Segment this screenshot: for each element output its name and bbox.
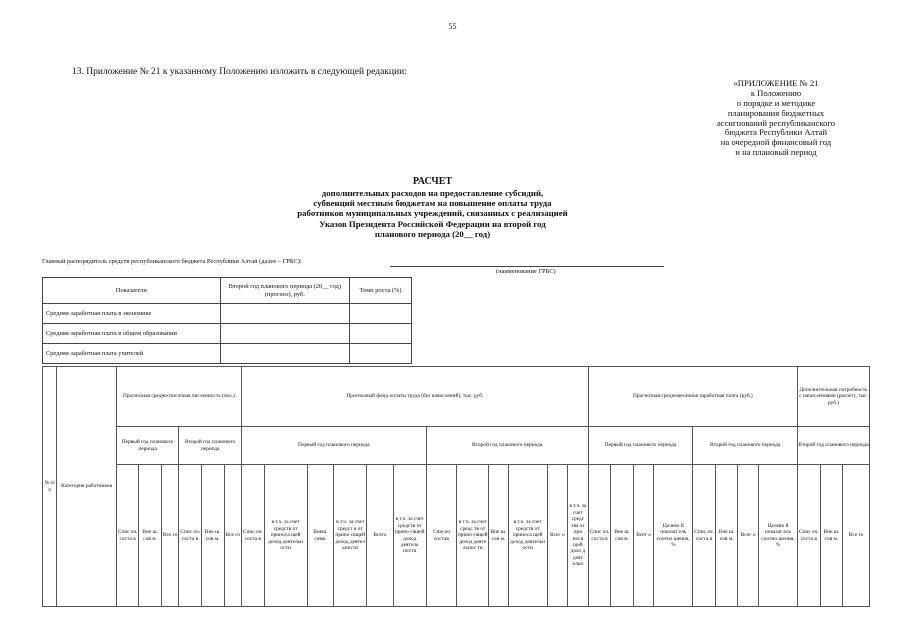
title-line: субвенций местным бюджетам на повышение оплаты труда xyxy=(313,197,552,208)
indicator-label: Средняя заработная плата в общем образовании xyxy=(43,324,221,344)
grbs-note: (наименование ГРБС) xyxy=(496,268,556,275)
leaf-header: в т.ч. за счет средств от приноса щей доход деятельн ости xyxy=(508,465,547,607)
staff-year2-header: Второй год планового периода xyxy=(179,427,242,465)
title-line: РАСЧЕТ xyxy=(412,176,453,187)
leaf-header: Спис оч. соста в xyxy=(242,465,265,607)
need-group-header: Дополнительная потребность с начислениями (расчет), тыс. руб.) xyxy=(798,367,870,427)
table-row xyxy=(43,304,412,324)
leaf-header: Вне ш. сов м. xyxy=(139,465,162,607)
title-line: дополнительных расходов на предоставление субсидий, xyxy=(321,187,544,198)
leaf-header: Спис оч. соста в xyxy=(179,465,202,607)
fund-year1-header: Первый год планового периода xyxy=(242,427,427,465)
indicators-header: Показатели xyxy=(43,278,221,304)
leaf-header: Целево й показат ель соотно шения, % xyxy=(654,465,693,607)
title-line: Указов Президента Российской Федерации на второй год xyxy=(319,218,546,229)
appendix-line: на очередной финансовый год xyxy=(720,137,832,148)
indicator-label: Средняя заработная плата в экономике xyxy=(43,304,221,324)
staff-year1-header: Первый год планового периода xyxy=(116,427,179,465)
leaf-header: в т.ч. за счет средств от приноса щей доход деятельн ости xyxy=(264,465,307,607)
value-cell[interactable] xyxy=(220,324,350,344)
col-category-header: Категория работников xyxy=(57,367,116,607)
leaf-header: Всег о xyxy=(738,465,759,607)
grbs-input-line[interactable] xyxy=(390,266,664,267)
leaf-header: Вне ш. сов м. xyxy=(715,465,738,607)
intro-paragraph: 13. Приложение № 21 к указанному Положению изложить в следующей редакции: xyxy=(72,67,407,77)
leaf-header: Всег о xyxy=(547,465,568,607)
col-number-header: № п/п xyxy=(43,367,57,607)
appendix-line: ассигнований республиканского xyxy=(716,117,836,128)
value-cell[interactable] xyxy=(350,344,412,364)
indicators-table xyxy=(42,277,412,364)
value-cell[interactable] xyxy=(220,304,350,324)
salary-year1-header: Первый год планового периода xyxy=(588,427,693,465)
avg-salary-group-header: Прогнозная среднемесячная заработная плата (руб.) xyxy=(588,367,797,427)
document-title xyxy=(250,176,615,239)
appendix-line: «ПРИЛОЖЕНИЕ № 21 xyxy=(733,78,819,88)
table-row xyxy=(43,344,412,364)
leaf-header: Спис оч. соста в xyxy=(116,465,139,607)
growth-rate-header: Темп роста (%) xyxy=(350,278,412,304)
value-cell[interactable] xyxy=(350,324,412,344)
value-cell[interactable] xyxy=(350,304,412,324)
leaf-header: Вне ш. сов м. xyxy=(611,465,634,607)
table-row xyxy=(43,324,412,344)
leaf-header: Вне ш. сов м. xyxy=(489,465,508,607)
appendix-line: бюджета Республики Алтай xyxy=(724,127,828,138)
appendix-line: к Положению xyxy=(750,87,802,98)
grbs-label: Главный распорядитель средств республиканского бюджета Республики Алтай (далее – ГРБС): xyxy=(42,258,302,265)
appendix-heading xyxy=(688,79,864,158)
appendix-line: и на плановый период xyxy=(735,147,817,158)
indicator-label: Средняя заработная плата учителей xyxy=(43,344,221,364)
salary-year2-header: Второй год планового периода xyxy=(693,427,798,465)
title-line: планового периода (20__ год) xyxy=(374,228,491,239)
leaf-header: Все го xyxy=(161,465,178,607)
leaf-header: Все го xyxy=(843,465,870,607)
leaf-header: Внеш. совм. xyxy=(307,465,334,607)
leaf-header: Спис оч. соста в xyxy=(798,465,821,607)
title-line: работников муниципальных учреждений, связанных с реализацией xyxy=(297,208,568,219)
page-number: 55 xyxy=(448,22,457,31)
leaf-header: в т.ч. за счет средств от прино сящей доход деятель ности xyxy=(393,465,426,607)
leaf-header: Целево й показат ель соотно шения, % xyxy=(758,465,797,607)
leaf-header: в т.ч. за счет средс тва от при нося щей дохо д деят ельн xyxy=(568,465,589,607)
leaf-header: Всег о xyxy=(633,465,654,607)
leaf-header: Всего xyxy=(367,465,394,607)
leaf-header: Вне ш. сов м. xyxy=(820,465,843,607)
value-cell[interactable] xyxy=(220,344,350,364)
appendix-line: о порядке и методике xyxy=(736,97,816,108)
leaf-header: в т.ч. за счет средст в от прино сящей доход деятел ьности xyxy=(334,465,367,607)
staff-group-header: Прогнозная среднесписочная численность (чел.) xyxy=(116,367,241,427)
leaf-header: Спис оч. соста в xyxy=(693,465,716,607)
leaf-header: Вне ш. сов м. xyxy=(201,465,224,607)
fund-year2-header: Второй год планового периода xyxy=(426,427,588,465)
leaf-header: Спис оч. соста в xyxy=(588,465,611,607)
leaf-header: в т.ч. за счет средс тв от прино сящей доход деяте льнос ти xyxy=(457,465,489,607)
leaf-header: Все го xyxy=(224,465,242,607)
appendix-line: планирования бюджетных xyxy=(727,107,825,118)
leaf-header: Списоч состав xyxy=(426,465,457,607)
calculation-table xyxy=(42,366,870,607)
second-year-header: Второй год планового периода (20__ год) (прогноз), руб. xyxy=(220,278,350,304)
wage-fund-group-header: Прогнозный фонд оплаты труда (без начислений), тыс. руб. xyxy=(242,367,589,427)
need-year2-header: Второй год планового периода xyxy=(798,427,870,465)
